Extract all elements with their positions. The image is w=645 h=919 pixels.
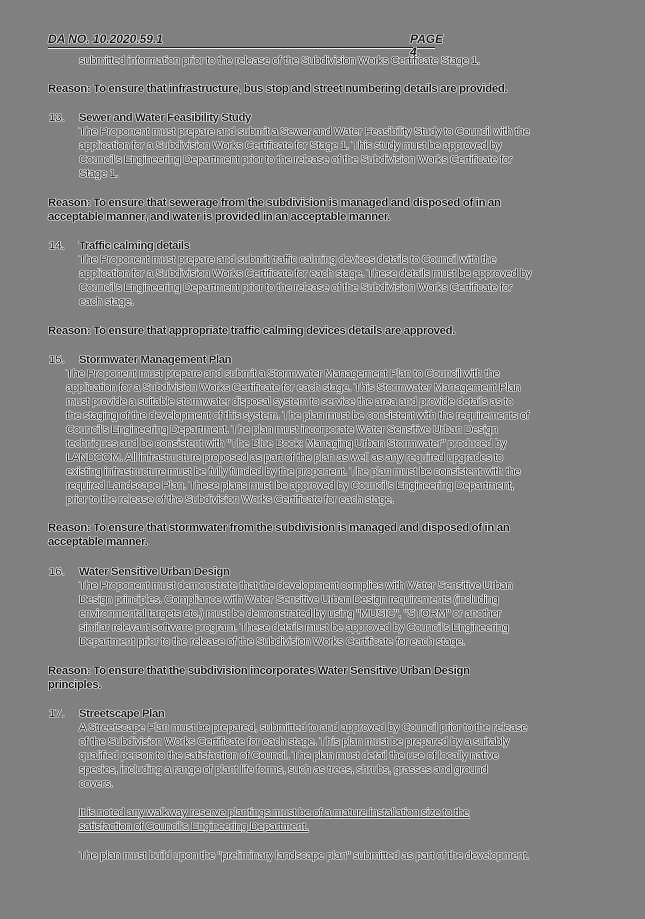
item-body-line: Design principles. Compliance with Water Sensitive Urban Design requirements (including [79,594,499,606]
item-title: Streetscape Plan [79,708,165,720]
item-body-line: The Proponent must prepare and submit a Sewer and Water Feasibility Study to Council with the [79,126,530,138]
item-body-line: The Proponent must prepare and submit a Stormwater Management Plan to Council with the [66,368,500,380]
reason-line: Reason: To ensure that stormwater from the subdivision is managed and disposed of in an [48,522,510,534]
reason-line: principles. [48,679,102,691]
closing-text: The plan must build upon the "preliminary landscape plan" submitted as part of the development. [79,850,530,862]
item-body-line: prior to the release of the Subdivision Works Certificate for each stage. [66,494,394,506]
item-body-line: covers. [79,778,113,790]
item-body-line: similar relevant software program. These details must be approved by Council's Engineering [79,622,509,634]
underlined-note-line: satisfaction of Council's Engineering Department. [79,821,309,833]
item-body-line: application for a Subdivision Works Certificate for Stage 1. This study must be approved by [79,140,502,152]
item-body-line: Council's Engineering Department prior to the release of the Subdivision Works Certificate for [79,154,513,166]
item-body-line: the staging of the development of this system. The plan must be consistent with the requirements of [66,410,530,422]
da-reference: DA NO. 10.2020.59.1 [48,32,163,46]
item-body-line: Council's Engineering Department prior to the release of the Subdivision Works Certificate for [79,282,513,294]
item-body-line: application for a Subdivision Works Certificate for each stage. This Stormwater Management Plan [66,382,521,394]
reason-line: Reason: To ensure that sewerage from the subdivision is managed and disposed of in an [48,197,501,209]
item-body-line: environmental targets etc.) must be demonstrated by using "MUSIC", "STORM" or another [79,608,501,620]
item-body-line: Stage 1. [79,168,119,180]
reason-line: Reason: To ensure that appropriate traffic calming devices details are approved. [48,325,456,337]
item-body-line: required Landscape Plan. These plans must be approved by Council's Engineering Department, [66,480,514,492]
underlined-note-line: It is noted any walkway reserve plantings must be of a mature installation size to the [79,807,469,819]
item-body-line: must provide a suitable stormwater disposal system to service the area and provide details as to [66,396,513,408]
item-body-line: The Proponent must prepare and submit traffic calming devices details to Council with the [79,254,496,266]
reason-line: acceptable manner. [48,536,148,548]
item-body-line: techniques and be consistent with "The Blue Book: Managing Urban Stormwater" produced by [66,438,507,450]
item-number: 17. [49,708,65,720]
continuation-text: submitted information prior to the release of the Subdivision Works Certificate Stage 1. [79,55,480,67]
page-header [48,32,444,59]
item-body-line: species, including a range of plant life forms, such as trees, shrubs, grasses and ground [79,764,488,776]
reason-line: acceptable manner, and water is provided in an acceptable manner. [48,211,391,223]
item-number: 14. [49,240,65,252]
item-body-line: existing infrastructure must be fully funded by the proponent. The plan must be consistent with the [66,466,521,478]
item-number: 16. [49,566,65,578]
item-body-line: LANDCOM. All infrastructure proposed as part of the plan as well as any required upgrades to [66,452,503,464]
item-body-line: Council's Engineering Department. The plan must incorporate Water Sensitive Urban Design [66,424,498,436]
item-body-line: Department prior to the release of the Subdivision Works Certificate for each stage. [79,636,466,648]
item-body-line: qualified person to the satisfaction of Council. The plan must detail the use of locally native [79,750,499,762]
item-body-line: application for a Subdivision Works Certificate for each stage. These details must be approved by [79,268,532,280]
page-number: PAGE 4. [410,32,444,59]
item-body-line: of the Subdivision Works Certificate for each stage. This plan must be prepared by a suitably [79,736,509,748]
item-number: 15. [49,354,65,366]
item-body-line: each stage. [79,296,134,308]
item-number: 13. [49,112,65,124]
item-body-line: The Proponent must demonstrate that the development complies with Water Sensitive Urban [79,580,513,592]
item-title: Traffic calming details [79,240,190,252]
item-body-line: A Streetscape Plan must be prepared, submitted to and approved by Council prior to the release [79,722,528,734]
item-title: Water Sensitive Urban Design [79,566,230,578]
item-title: Stormwater Management Plan [79,354,232,366]
reason-12: Reason: To ensure that infrastructure, bus stop and street numbering details are provided. [48,83,508,95]
reason-line: Reason: To ensure that the subdivision incorporates Water Sensitive Urban Design [48,665,470,677]
item-title: Sewer and Water Feasibility Study [79,112,251,124]
